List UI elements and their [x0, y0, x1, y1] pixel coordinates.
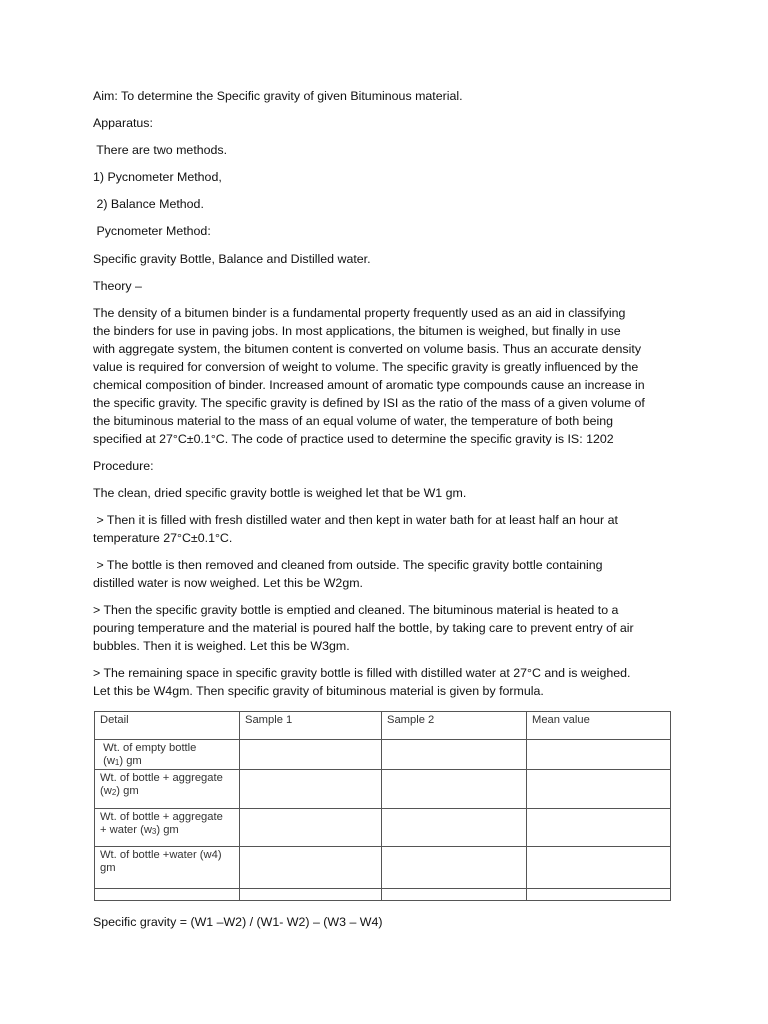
- table-cell: [527, 740, 671, 770]
- aim-line: Aim: To determine the Specific gravity of given Bituminous material.: [93, 89, 463, 103]
- procedure-step-1: The clean, dried specific gravity bottle is weighed let that be W1 gm.: [93, 486, 467, 500]
- table-cell: [382, 740, 527, 770]
- pycnometer-heading: Pycnometer Method:: [93, 224, 211, 238]
- procedure-line: > Then the specific gravity bottle is emptied and cleaned. The bituminous material is heated to a: [93, 603, 619, 617]
- procedure-line: > Then it is filled with fresh distilled water and then kept in water bath for at least half an hour at: [93, 513, 618, 527]
- specific-gravity-formula: Specific gravity = (W1 –W2) / (W1- W2) – (W3 – W4): [93, 915, 383, 929]
- table-row: [95, 770, 671, 809]
- table-header-cell: Sample 2: [382, 712, 527, 740]
- table-header-cell: Sample 1: [240, 712, 382, 740]
- table-cell: [527, 889, 671, 901]
- theory-line: chemical composition of binder. Increased amount of aromatic type compounds cause an increase in: [93, 378, 645, 392]
- procedure-line: > The bottle is then removed and cleaned from outside. The specific gravity bottle containing: [93, 558, 603, 572]
- table-detail-cell: Wt. of bottle + aggregate + water (w3) gm: [95, 809, 240, 847]
- table-cell: [240, 740, 382, 770]
- procedure-line: temperature 27°C±0.1°C.: [93, 531, 233, 545]
- table-cell: [240, 809, 382, 847]
- procedure-line: distilled water is now weighed. Let this be W2gm.: [93, 576, 363, 590]
- table-header-cell: Detail: [95, 712, 240, 740]
- methods-intro: There are two methods.: [93, 143, 228, 157]
- table-detail-cell: Wt. of empty bottle (w1) gm: [95, 740, 240, 770]
- table-cell: [240, 889, 382, 901]
- apparatus-heading: Apparatus:: [93, 116, 153, 130]
- theory-line: The density of a bitumen binder is a fundamental property frequently used as an aid in classifying: [93, 306, 626, 320]
- theory-line: value is required for conversion of weight to volume. The specific gravity is greatly influenced by the: [93, 360, 639, 374]
- table-row: [95, 740, 671, 770]
- table-detail-cell: Wt. of bottle +water (w4) gm: [95, 847, 240, 889]
- table-cell: [527, 809, 671, 847]
- table-header-cell: Mean value: [527, 712, 671, 740]
- table-cell: [240, 847, 382, 889]
- table-header-row: [95, 712, 671, 740]
- procedure-line: Let this be W4gm. Then specific gravity of bituminous material is given by formula.: [93, 684, 544, 698]
- apparatus-list: Specific gravity Bottle, Balance and Distilled water.: [93, 252, 371, 266]
- procedure-line: > The remaining space in specific gravity bottle is filled with distilled water at 27°C and is weighed.: [93, 666, 631, 680]
- table-row: [95, 809, 671, 847]
- table-detail-cell: Wt. of bottle + aggregate (w2) gm: [95, 770, 240, 809]
- theory-heading: Theory –: [93, 279, 142, 293]
- theory-line: the bituminous material to the mass of an equal volume of water, the temperature of both being: [93, 414, 614, 428]
- table-cell: [382, 809, 527, 847]
- table-cell: [95, 889, 240, 901]
- table-cell: [382, 847, 527, 889]
- table-row: [95, 847, 671, 889]
- observation-table: [94, 711, 670, 897]
- table-row: [95, 889, 671, 901]
- theory-line: the binders for use in paving jobs. In most applications, the bitumen is weighed, but finally in use: [93, 324, 621, 338]
- procedure-heading: Procedure:: [93, 459, 154, 473]
- table-cell: [527, 770, 671, 809]
- theory-line: the specific gravity. The specific gravity is defined by ISI as the ratio of the mass of a given volume of: [93, 396, 645, 410]
- table-cell: [382, 889, 527, 901]
- theory-line: with aggregate system, the bitumen content is converted on volume basis. Thus an accurate density: [93, 342, 642, 356]
- theory-line: specified at 27°C±0.1°C. The code of practice used to determine the specific gravity is IS: 1202: [93, 432, 614, 446]
- method-1: 1) Pycnometer Method,: [93, 170, 222, 184]
- table-cell: [382, 770, 527, 809]
- table-cell: [240, 770, 382, 809]
- method-2: 2) Balance Method.: [93, 197, 204, 211]
- procedure-line: bubbles. Then it is weighed. Let this be W3gm.: [93, 639, 350, 653]
- procedure-line: pouring temperature and the material is poured half the bottle, by taking care to prevent entry of air: [93, 621, 634, 635]
- table-cell: [527, 847, 671, 889]
